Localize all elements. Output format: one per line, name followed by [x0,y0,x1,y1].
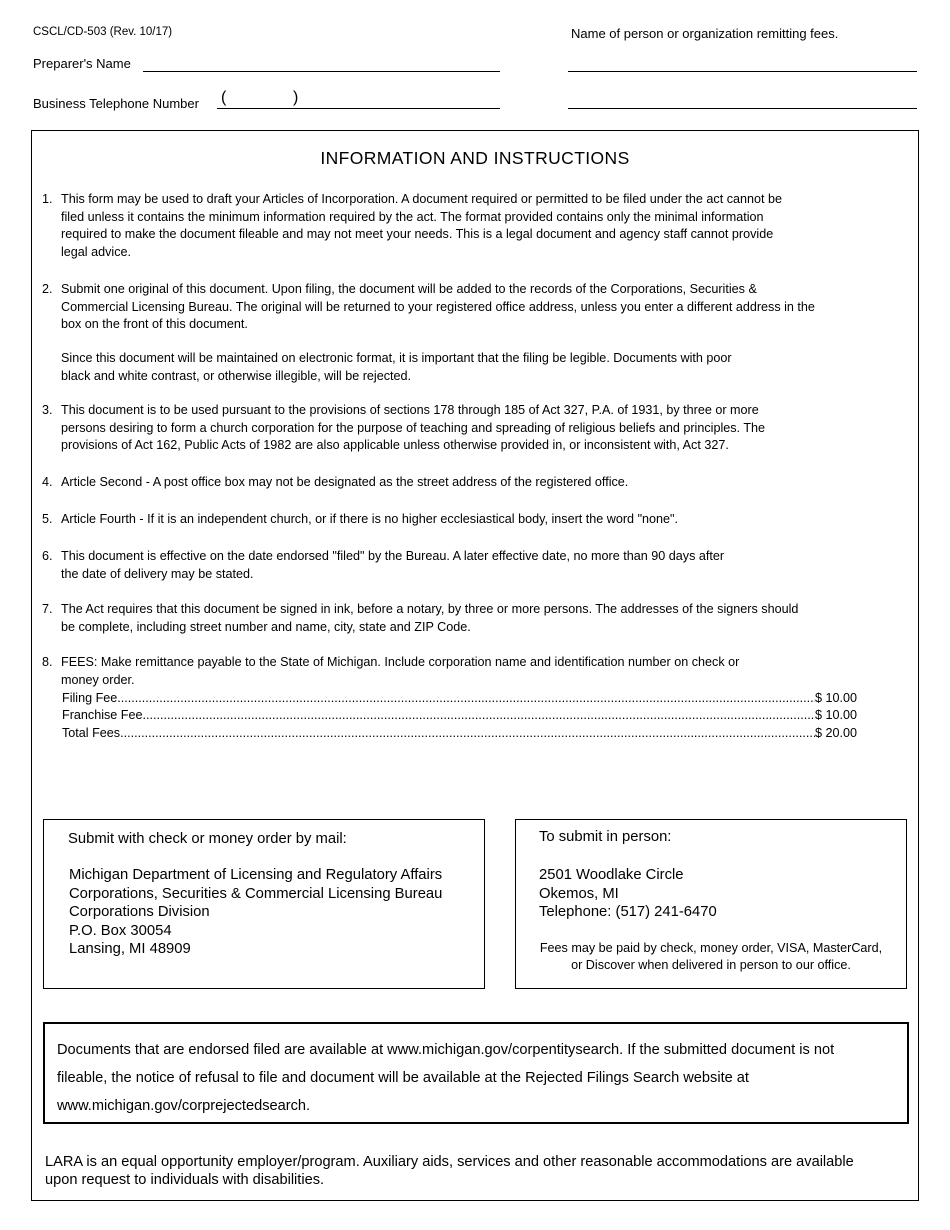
item-line: Submit one original of this document. Upon filing, the document will be added to the records of the Corporations, Securities & [61,282,757,296]
fee-row-filing [62,690,857,708]
fee-amount: $ 20.00 [814,726,857,740]
notice-line: www.michigan.gov/corprejectedsearch. [57,1098,311,1114]
phone-label: Business Telephone Number [33,96,199,111]
item-line: box on the front of this document. [61,317,248,332]
fee-leader-dots [117,690,815,708]
mail-address-line: Corporations, Securities & Commercial Licensing Bureau [69,885,443,902]
item-line: persons desiring to form a church corporation for the purpose of teaching and spreading of religious beliefs and principles. The [61,420,766,435]
phone-paren-close: ) [293,89,299,106]
item-number: 5. [42,512,53,526]
fee-label: Franchise Fee [62,708,143,722]
fee-row-franchise [62,707,857,725]
mail-address-line: Michigan Department of Licensing and Regulatory Affairs [69,867,443,883]
item-line: be complete, including street number and name, city, state and ZIP Code. [61,619,471,634]
mail-address-line: Corporations Division [69,904,210,920]
remitter-field-line-1[interactable] [568,71,917,72]
fee-amount: $ 10.00 [814,691,857,705]
item-number: 8. [42,655,53,669]
item-line: the date of delivery may be stated. [61,566,254,581]
item-number: 3. [42,403,53,417]
fee-amount: $ 10.00 [814,708,857,722]
item-line: The Act requires that this document be signed in ink, before a notary, by three or more persons. The addresses of the signers should [61,602,799,616]
item-line: Commercial Licensing Bureau. The original will be returned to your registered office address, unless you enter a different address in the [61,299,815,314]
fee-row-total [62,725,857,743]
item-line: Since this document will be maintained on electronic format, it is important that the filing be legible. Documents with poor [61,351,732,365]
phone-field[interactable] [217,108,500,109]
fee-leader-dots [120,725,815,743]
mail-submission-box [43,819,485,989]
form-id: CSCL/CD-503 (Rev. 10/17) [33,26,173,38]
item-line: Article Fourth - If it is an independent church, or if there is no higher ecclesiastical body, insert the word "none". [61,512,679,526]
item-line: required to make the document fileable and may not meet your needs. This is a legal document and agency staff cannot provide [61,227,774,242]
item-line: This document is to be used pursuant to the provisions of sections 178 through 185 of Act 327, P.A. of 1931, by three or more [61,403,759,417]
item-line: This document is effective on the date endorsed "filed" by the Bureau. A later effective date, no more than 90 days after [61,549,725,563]
item-line: money order. [61,672,135,687]
instructions-title: INFORMATION AND INSTRUCTIONS [320,148,630,168]
in-person-submission-box [515,819,907,989]
fee-label: Total Fees [62,726,121,740]
preparer-name-field[interactable] [143,71,500,72]
item-line: legal advice. [61,244,132,259]
item-line: black and white contrast, or otherwise illegible, will be rejected. [61,368,411,383]
fee-leader-dots [143,707,815,725]
footer-line: LARA is an equal opportunity employer/program. Auxiliary aids, services and other reasonable accommodations are available [45,1154,854,1170]
item-line: Article Second - A post office box may not be designated as the street address of the registered office. [61,475,629,489]
item-number: 1. [42,192,53,206]
payment-note-line: or Discover when delivered in person to our office. [571,958,851,972]
notice-line: fileable, the notice of refusal to file and document will be available at the Rejected Filings Search website at [57,1070,749,1086]
footer-line: upon request to individuals with disabilities. [45,1172,325,1188]
item-number: 6. [42,549,53,563]
payment-note-line: Fees may be paid by check, money order, VISA, MasterCard, [539,941,883,955]
item-number: 2. [42,282,53,296]
in-person-heading: To submit in person: [539,829,672,845]
office-address-line: 2501 Woodlake Circle [539,867,684,883]
item-line: filed unless it contains the minimum information required by the act. The format provided contains only the minimal information [61,209,764,224]
phone-paren-open: ( [221,89,227,106]
item-line: This form may be used to draft your Articles of Incorporation. A document required or permitted to be filed under the act cannot be [61,192,783,206]
item-number: 7. [42,602,53,616]
documents-notice-box [43,1022,909,1124]
item-number: 4. [42,475,53,489]
equal-opportunity-footer [45,1153,854,1189]
mail-address-line: P.O. Box 30054 [69,922,172,939]
fee-label: Filing Fee [62,691,118,705]
item-line: FEES: Make remittance payable to the State of Michigan. Include corporation name and identification number on check or [61,655,740,669]
office-address-line: Telephone: (517) 241-6470 [539,904,717,920]
mail-address-line: Lansing, MI 48909 [69,941,191,957]
mail-box-heading: Submit with check or money order by mail: [68,831,347,847]
preparer-label: Preparer's Name [33,56,131,71]
remitter-label: Name of person or organization remitting fees. [571,26,839,41]
notice-line: Documents that are endorsed filed are available at www.michigan.gov/corpentitysearch. If the submitted document is not [57,1042,835,1058]
remitter-field-line-2[interactable] [568,108,917,109]
office-address-line: Okemos, MI [539,885,619,902]
item-line: provisions of Act 162, Public Acts of 1982 are also applicable unless otherwise provided in, or inconsistent with, Act 327. [61,438,729,453]
